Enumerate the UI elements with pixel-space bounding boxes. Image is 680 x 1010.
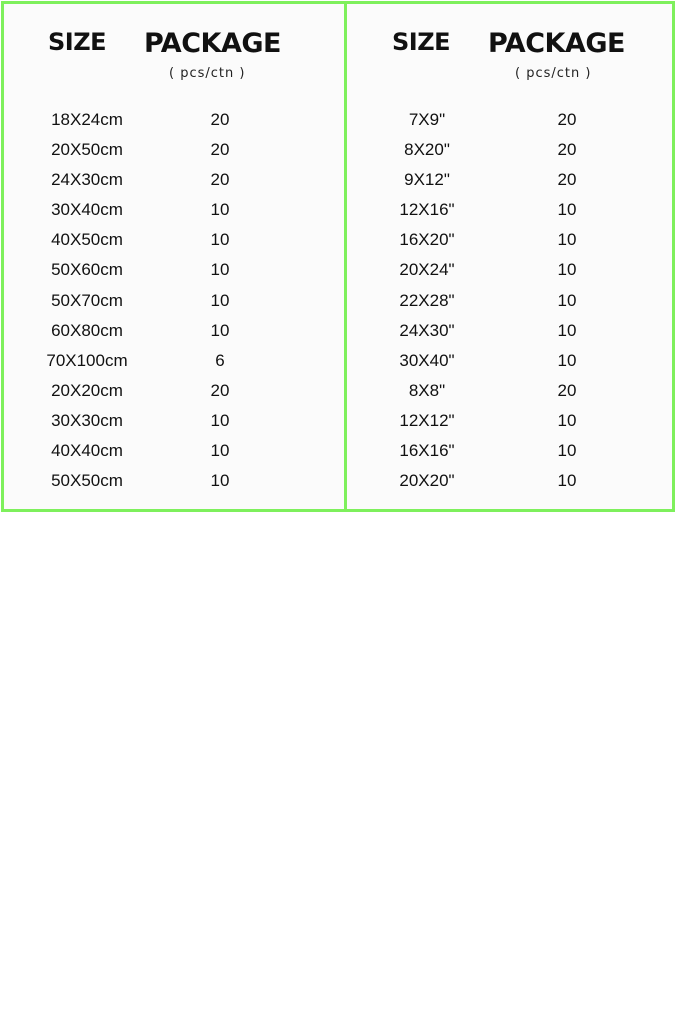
package-qty-cell: 10 — [210, 290, 230, 310]
size-cell: 30X40" — [399, 350, 455, 370]
package-qty-cell: 20 — [557, 380, 577, 400]
table-row — [4, 135, 344, 165]
size-cell: 70X100cm — [46, 350, 128, 370]
table-row — [4, 316, 344, 346]
size-column-header: SIZE — [48, 28, 107, 56]
inch-size-panel — [344, 4, 672, 509]
table-row — [347, 376, 672, 406]
package-qty-cell: 20 — [210, 380, 230, 400]
table-row — [4, 225, 344, 255]
size-cell: 50X70cm — [51, 290, 123, 310]
size-cell: 50X60cm — [51, 260, 123, 280]
package-qty-cell: 10 — [557, 290, 577, 310]
size-cell: 30X30cm — [51, 410, 123, 430]
table-row — [347, 165, 672, 195]
package-qty-cell: 6 — [215, 350, 225, 370]
package-qty-cell: 20 — [557, 140, 577, 160]
size-cell: 40X50cm — [51, 230, 123, 250]
table-row — [4, 466, 344, 496]
size-cell: 40X40cm — [51, 441, 123, 461]
table-row — [347, 316, 672, 346]
size-cell: 20X20cm — [51, 380, 123, 400]
table-row — [4, 195, 344, 225]
table-row — [347, 225, 672, 255]
package-qty-cell: 10 — [557, 200, 577, 220]
package-qty-cell: 10 — [210, 441, 230, 461]
size-cell: 8X20" — [404, 140, 450, 160]
package-qty-cell: 20 — [557, 110, 577, 129]
table-row — [347, 406, 672, 436]
inch-size-rows — [347, 105, 672, 496]
package-qty-cell: 10 — [557, 260, 577, 280]
table-row — [4, 436, 344, 466]
package-qty-cell: 10 — [210, 230, 230, 250]
size-cell: 22X28" — [399, 290, 455, 310]
metric-size-rows — [4, 105, 344, 496]
table-row — [347, 286, 672, 316]
table-row — [347, 436, 672, 466]
package-unit-label: ( pcs/ctn ) — [169, 66, 246, 81]
table-row — [4, 105, 344, 135]
package-qty-cell: 10 — [557, 441, 577, 461]
package-qty-cell: 10 — [210, 260, 230, 280]
size-cell: 30X40cm — [51, 200, 123, 220]
package-unit-label: ( pcs/ctn ) — [515, 66, 592, 81]
table-row — [347, 255, 672, 285]
metric-size-panel — [4, 4, 344, 509]
size-cell: 20X20" — [399, 471, 455, 491]
size-cell: 16X20" — [399, 230, 455, 250]
package-qty-cell: 10 — [557, 410, 577, 430]
size-column-header: SIZE — [392, 28, 451, 56]
size-cell: 16X16" — [399, 441, 455, 461]
package-qty-cell: 10 — [557, 320, 577, 340]
table-row — [347, 346, 672, 376]
package-qty-cell: 10 — [557, 471, 577, 491]
package-qty-cell: 10 — [210, 410, 230, 430]
size-cell: 12X16" — [399, 200, 455, 220]
table-row — [4, 286, 344, 316]
size-cell: 7X9" — [408, 110, 446, 129]
size-package-table — [1, 1, 675, 512]
size-cell: 20X24" — [399, 260, 455, 280]
size-cell: 24X30cm — [51, 170, 123, 190]
table-row — [347, 466, 672, 496]
table-row — [4, 346, 344, 376]
table-row — [347, 105, 672, 135]
size-cell: 9X12" — [404, 170, 450, 190]
package-qty-cell: 10 — [557, 350, 577, 370]
size-cell: 24X30" — [399, 320, 455, 340]
package-qty-cell: 20 — [210, 170, 230, 190]
size-cell: 60X80cm — [51, 320, 123, 340]
package-qty-cell: 10 — [557, 230, 577, 250]
size-cell: 12X12" — [399, 410, 455, 430]
package-qty-cell: 10 — [210, 200, 230, 220]
package-qty-cell: 10 — [210, 320, 230, 340]
size-cell: 50X50cm — [51, 471, 123, 491]
table-row — [4, 255, 344, 285]
size-cell: 20X50cm — [51, 140, 123, 160]
package-qty-cell: 20 — [210, 110, 230, 129]
table-row — [347, 135, 672, 165]
table-row — [4, 406, 344, 436]
package-qty-cell: 10 — [210, 471, 230, 491]
size-cell: 18X24cm — [51, 110, 123, 129]
package-column-header: PACKAGE — [488, 28, 625, 59]
size-cell: 8X8" — [408, 380, 446, 400]
package-column-header: PACKAGE — [144, 28, 281, 59]
package-qty-cell: 20 — [210, 140, 230, 160]
table-row — [4, 376, 344, 406]
package-qty-cell: 20 — [557, 170, 577, 190]
table-row — [347, 195, 672, 225]
table-row — [4, 165, 344, 195]
